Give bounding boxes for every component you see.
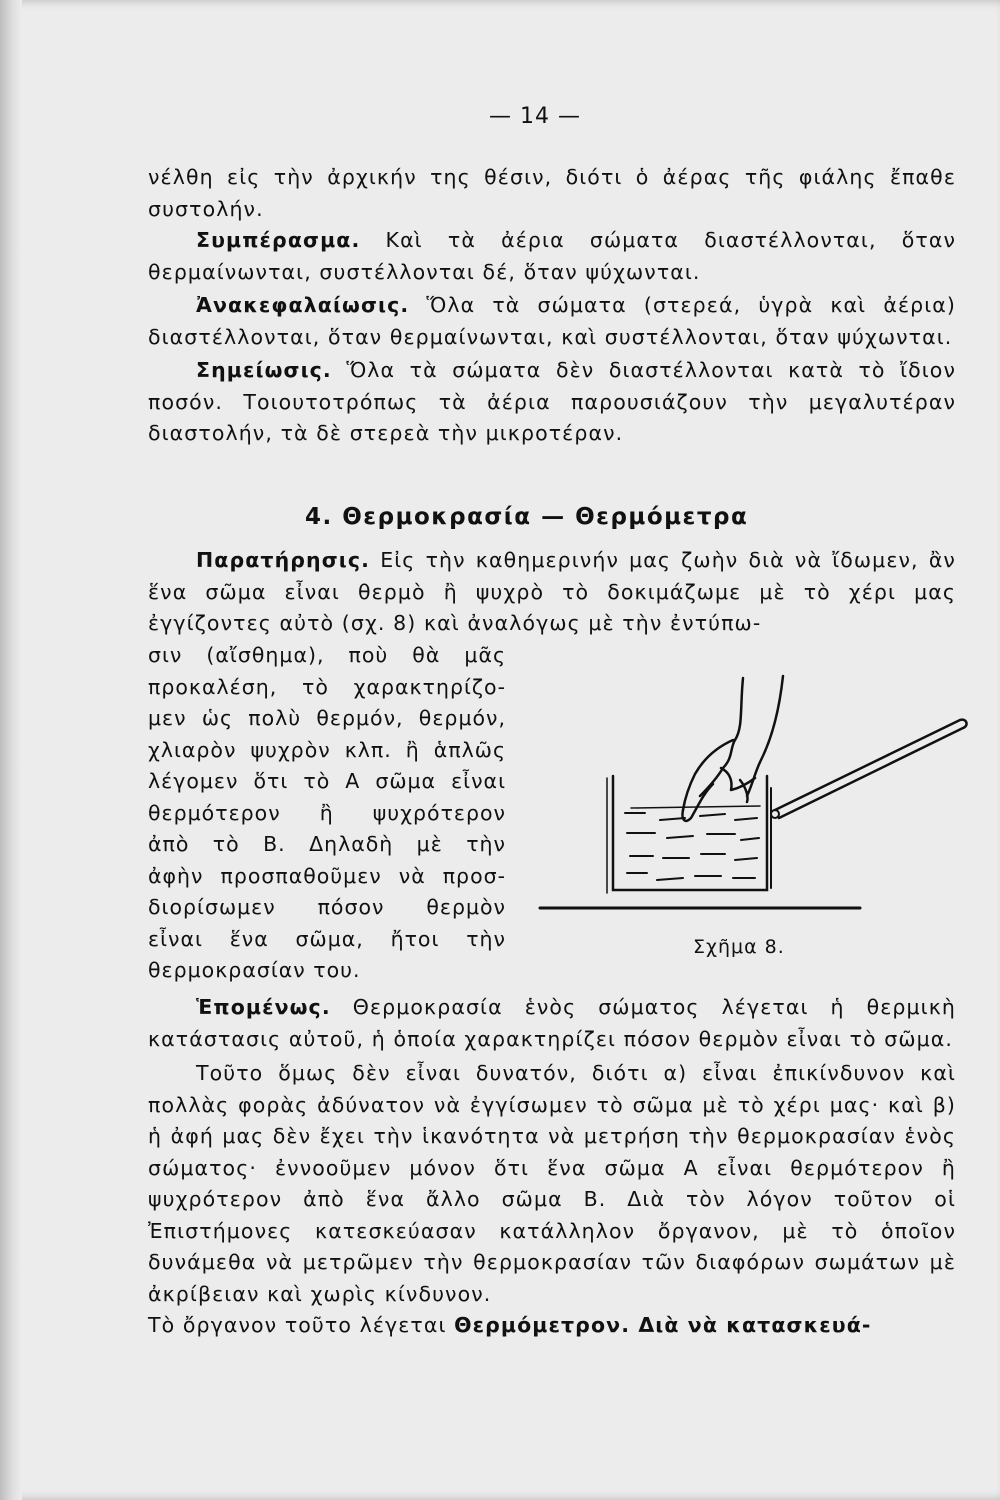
narrow-line: σιν (αἴσθημα), ποὺ θὰ μᾶς: [148, 643, 506, 667]
narrow-line: ἀφὴν προσπαθοῦμεν νὰ προσ-: [148, 863, 506, 888]
observation-text: Εἰς τὴν καθημερινήν μας ζωὴν διὰ νὰ ἴδωμεν, ἂν ἕνα σῶμα εἶναι θερμὸ ἢ ψυχρὸ τὸ δοκιμάζωμε μὲ τὸ χέρι μας ἐγγίζοντες αὐτὸ (σχ. 8) καὶ ἀναλόγως μὲ τὴν ἐντύπω-: [148, 548, 956, 635]
conclusion-text: Καὶ τὰ ἀέρια σώματα διαστέλλονται, ὅταν θερμαίνωνται, συστέλλονται δέ, ὅταν ψύχωνται.: [148, 228, 956, 284]
note-text: Ὅλα τὰ σώματα δὲν διαστέλλονται κατὰ τὸ ἴδιον ποσόν. Τοιουτοτρόπως τὰ ἀέρια παρουσιάζουν τὴν μεγαλυτέραν διαστολήν, τὰ δὲ στερεὰ τὴν μικροτέραν.: [148, 358, 956, 445]
instrument-text: Τὸ ὄργανον τοῦτο λέγεται: [148, 1313, 455, 1337]
narrow-line: θερμοκρασίαν του.: [148, 958, 361, 982]
instrument-name: Θερμόμετρον. Διὰ νὰ κατασκευά-: [454, 1313, 872, 1337]
recap-label: Ἀνακεφαλαίωσις.: [196, 293, 410, 317]
narrow-line: ἀπὸ τὸ Β. Δηλαδὴ μὲ τὴν: [148, 832, 506, 856]
narrow-line: θερμότερον ἢ ψυχρότερον: [148, 800, 506, 825]
figure-8-hand-in-water-illustration: [535, 668, 975, 938]
paragraph-instrument: [148, 1310, 956, 1342]
page-binding-edge: [0, 0, 22, 1500]
page-number: — 14 —: [489, 104, 581, 129]
consequently-text: Θερμοκρασία ἑνὸς σώματος λέγεται ἡ θερμικὴ κατάστασις αὐτοῦ, ἡ ὁποία χαρακτηρίζει πόσον θερμὸν εἶναι τὸ σῶμα.: [148, 995, 956, 1051]
narrow-line: χλιαρὸν ψυχρὸν κλπ. ἢ ἁπλῶς: [148, 737, 506, 762]
finger-outline: [683, 740, 733, 810]
thermometer-shape: [775, 720, 967, 818]
figure-caption: Σχῆμα 8.: [693, 936, 785, 958]
narrow-line: προκαλέση, τὸ χαρακτηρίζο-: [148, 674, 506, 699]
paragraph-conclusion: [148, 225, 956, 288]
paragraph-note: [148, 355, 956, 450]
narrow-line: εἶναι ἕνα σῶμα, ἤτοι τὴν: [148, 926, 506, 951]
paragraph-recap: [148, 290, 956, 353]
recap-text: Ὅλα τὰ σώματα (στερεά, ὑγρὰ καὶ ἀέρια) διαστέλλονται, ὅταν θερμαίνωνται, καὶ συστέλλονται, ὅταν ψύχωνται.: [148, 293, 956, 349]
conclusion-label: Συμπέρασμα.: [196, 228, 361, 252]
paragraph-consequently: [148, 992, 956, 1055]
narrow-line: μεν ὡς πολὺ θερμόν, θερμόν,: [148, 706, 506, 730]
paragraph-however: Τοῦτο ὅμως δὲν εἶναι δυνατόν, διότι α) εἶναι ἐπικίνδυνον καὶ πολλὰς φορὰς ἀδύνατον νὰ ἐγγίσωμεν τὸ σῶμα μὲ τὸ χέρι μας· καὶ β) ἡ ἀφή μας δὲν ἔχει τὴν ἱκανότητα νὰ μετρήση τὴν θερμοκρασίαν ἑνὸς σώματος· ἐννοοῦμεν μόνον ὅτι ἕνα σῶμα Α εἶναι θερμότερον ἢ ψυχρότερον ἀπὸ ἕνα ἄλλο σῶμα Β. Διὰ τὸν λόγον τοῦτον οἱ Ἐπιστήμονες κατεσκεύασαν κατάλληλον ὄργανον, μὲ τὸ ὁποῖον δυνάμεθα νὰ μετρῶμεν τὴν θερμοκρασίαν τῶν διαφόρων σωμάτων μὲ ἀκρίβειαν καὶ χωρὶς κίνδυνον.: [148, 1061, 956, 1306]
note-label: Σημείωσις.: [196, 358, 332, 382]
narrow-text-column: [148, 640, 506, 987]
section-heading: 4. Θερμοκρασία — Θερμόμετρα: [305, 504, 749, 530]
narrow-line: λέγομεν ὅτι τὸ Α σῶμα εἶναι: [148, 769, 506, 793]
top-text-block: [148, 162, 956, 450]
consequently-label: Ἑπομένως.: [196, 995, 331, 1019]
arm-outline-right: [700, 678, 743, 796]
bottom-text-block: [148, 992, 956, 1342]
paragraph-continuation: νέλθη εἰς τὴν ἀρχικήν της θέσιν, διότι ὁ ἀέρας τῆς φιάλης ἔπαθε συστολήν.: [148, 165, 956, 221]
observation-block: [148, 545, 956, 640]
narrow-line: διορίσωμεν πόσον θερμὸν: [148, 895, 506, 919]
paragraph-observation: [148, 545, 956, 640]
observation-label: Παρατήρησις.: [196, 548, 371, 572]
